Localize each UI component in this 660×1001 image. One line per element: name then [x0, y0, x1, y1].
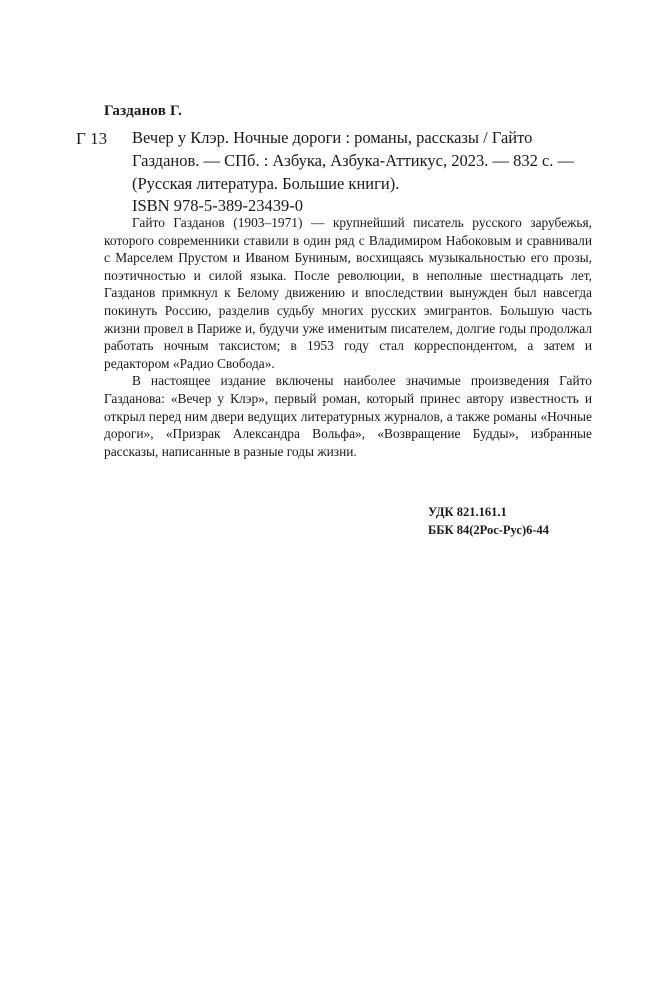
isbn: ISBN 978-5-389-23439-0 — [132, 196, 303, 216]
author-mark: Г 13 — [76, 129, 108, 148]
annotation-paragraph: В настоящее издание включены наиболее значимые произведения Гайто Газданова: «Вечер у Клэр», первый роман, который принес автору известность и открыл перед ним двери ведущих литературных журналов, а также романы «Ночные дороги», «Призрак Александра Вольфа», «Возвращение Будды», избранные рассказы, написанные в разные годы жизни. — [104, 373, 592, 459]
bibliographic-record — [132, 127, 592, 218]
classification-index — [428, 504, 549, 539]
bibliographic-line: Вечер у Клэр. Ночные дороги : романы, рассказы / Гайто — [132, 128, 533, 147]
annotation-paragraph: Гайто Газданов (1903–1971) — крупнейший писатель русского зарубежья, которого современники ставили в один ряд с Владимиром Набоковым и сравнивали с Марселем Прустом и Иваном Буниным, восхищаясь музыкальностью его прозы, поэтичностью и силой языка. После революции, в неполные шестнадцать лет, Газданов примкнул к Белому движению и впоследствии вынужден был навсегда покинуть Россию, разделив судьбу многих русских эмигрантов. Большую часть жизни провел в Париже и, будучи уже именитым писателем, долгие годы продолжал работать ночным таксистом; в 1953 году стал корреспондентом, а затем и редактором «Радио Свобода». — [104, 215, 592, 371]
author-heading: Газданов Г. — [104, 103, 182, 119]
bbk-code: ББК 84(2Рос-Рус)6-44 — [428, 522, 550, 537]
annotation — [104, 214, 592, 460]
udk-code: УДК 821.161.1 — [428, 505, 507, 519]
bibliographic-line: (Русская литература. Большие книги). — [132, 173, 400, 193]
bibliographic-line: Газданов. — СПб. : Азбука, Азбука-Аттикус, 2023. — 832 с. — — [132, 150, 575, 170]
